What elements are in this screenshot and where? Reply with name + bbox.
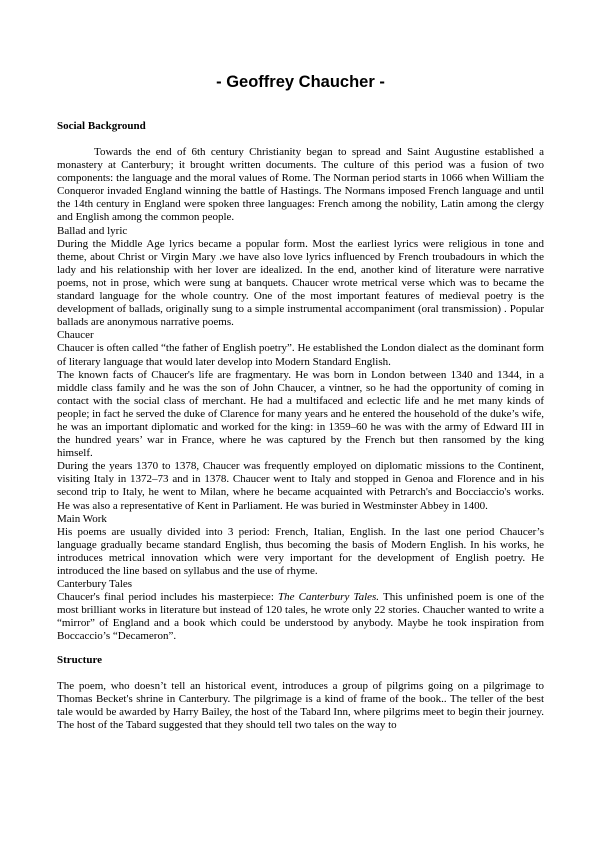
canterbury-text-before: Chaucer's final period includes his masterpiece: [57,591,278,604]
paragraph-chaucer-intro: Chaucer is often called “the father of English poetry”. He established the London dialect as the dominant form of literary language that would later develop into Modern Standard English. [57,342,544,368]
section-heading-structure: Structure [57,653,103,666]
document-page [57,0,544,732]
subheading-main-work: Main Work [57,512,107,525]
document-title: - Geoffrey Chaucher - [216,73,385,91]
paragraph-ballad-and-lyric: During the Middle Age lyrics became a popular form. Most the earliest lyrics were religious in tone and theme, about Christ or Virgin Mary .we have also love lyrics influenced by French troubadours in which the lady and his relationship with her lover are idealized. In the end, another kind of literature were narrative poems, not in prose, which were sung at banquets. Chaucer wrote metrical verse which was to became the standard language for the whole country. One of the most important features of medieval poetry is the development of ballads, originally sung to a simple instrumental accompaniment (oral transmission) . Popular ballads are anonymous narrative poems. [57,237,544,329]
paragraph-chaucer-travels: During the years 1370 to 1378, Chaucer was frequently employed on diplomatic missions to the Continent, visiting Italy in 1372–73 and in 1378. Chaucer went to Italy and stopped in Genoa and Florence and in his second trip to Italy, he went to Milan, where he became acquainted with Petrarch's and Bocciaccio's works. He was also a representative of Kent in Parliament. He was buried in Westminster Abbey in 1400. [57,460,544,512]
subheading-chaucer: Chaucer [57,329,94,342]
subheading-canterbury-tales: Canterbury Tales [57,578,133,591]
subheading-ballad-and-lyric: Ballad and lyric [57,224,128,237]
paragraph-social-background: Towards the end of 6th century Christianity began to spread and Saint Augustine established a monastery at Canterbury; it brought written documents. The culture of this period was a fusion of two components: the language and the moral values of Rome. The Norman period starts in 1066 when William the Conqueror invaded England winning the battle of Hastings. The Normans imposed French language and until the 14th century in England were spoken three languages: French among the nobility, Latin among the clergy and English among the common people. [57,146,544,224]
paragraph-main-work: His poems are usually divided into 3 period: French, Italian, English. In the last one period Chaucer’s language gradually became standard English, thus becoming the basis of Modern English. In his works, he introduces metrical innovation which were very important for the development of English poetry. He introduced the line based on syllabus and the use of rhyme. [57,525,544,577]
paragraph-structure: The poem, who doesn’t tell an historical event, introduces a group of pilgrims going on a pilgrimage to Thomas Becket's shrine in Canterbury. The pilgrimage is a kind of frame of the book.. The teller of the best tale would be awarded by Harry Bailey, the host of the Tabard Inn, where pilgrims meet to begin their journey. The host of the Tabard suggested that they should tell two tales on the way to [57,679,544,731]
canterbury-italic-title: The Canterbury Tales. [278,591,380,604]
section-heading-social-background: Social Background [57,120,146,132]
paragraph-chaucer-life: The known facts of Chaucer's life are fragmentary. He was born in London between 1340 and 1344, in a middle class family and he was the son of John Chaucer, a vintner, so he had the opportunity of coming in contact with the social class of merchant. He had a multifaced and eclectic life and he met many kinds of people; in fact he served the duke of Clarence for many years and he entered the household of the duke’s wife, he was an important diplomatic and worked for the king: in 1359–60 he was with the army of Edward III in the hundred years’ war in France, where he was captured by the French but then ransomed by the king himself. [57,368,544,460]
paragraph-canterbury-tales [57,591,544,643]
canterbury-text-after: This unfinished poem is one of the most brilliant works in literature but instead of 120 tales, he wrote only 22 stories. Chaucher wanted to write a “mirror” of England and a book which could be understood by anybody. Maybe he took inspiration from Boccaccio’s “Decameron”. [57,591,544,643]
